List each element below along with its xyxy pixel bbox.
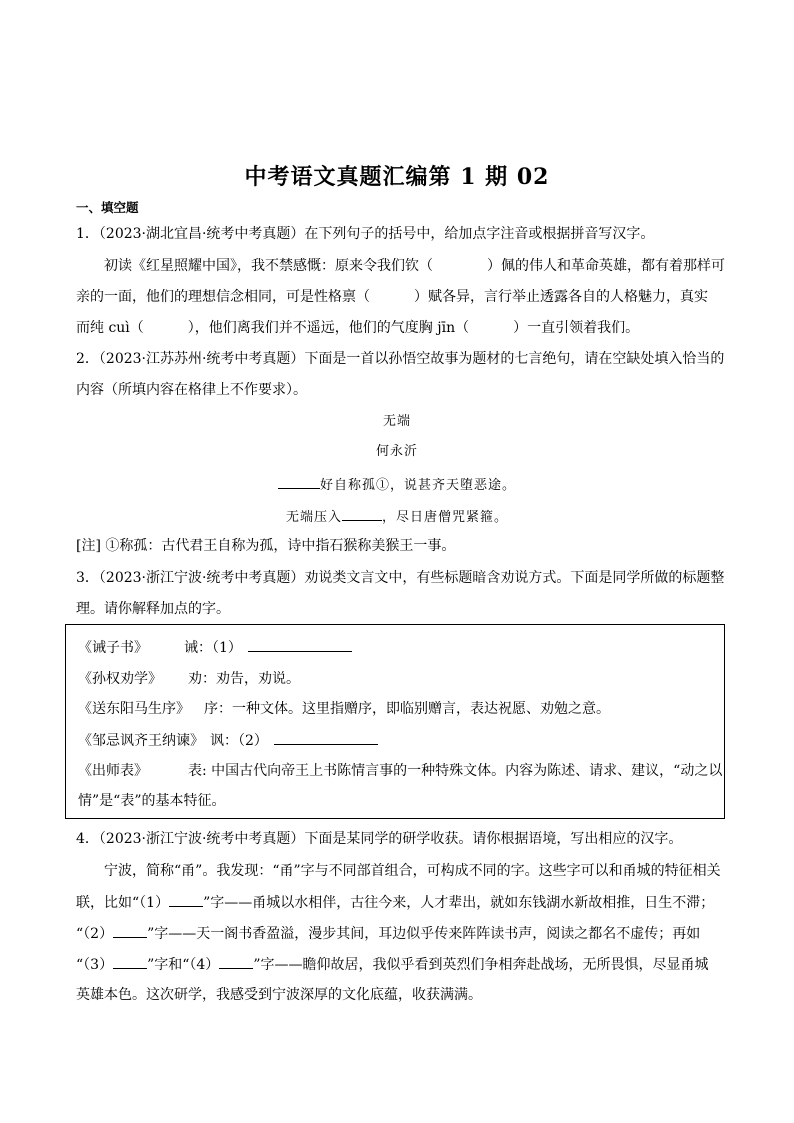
q3-row-2: 《孙权劝学》 劝：劝告，劝说。 <box>78 671 300 687</box>
q3-stem-line-1: 3．（2023·浙江宁波·统考中考真题）劝说类文言文中，有些标题暗含劝说方式。下面是同学所做的标题整 <box>76 570 725 586</box>
q1-passage-line-2: 亲的一面，他们的理想信念相同，可是性格禀（ ）赋各异，言行举止透露各自的人格魅力，真实 <box>76 289 708 305</box>
poem-line-1: 好自称孤①，说甚齐天堕恶途。 <box>0 474 794 496</box>
poem-blank-1[interactable] <box>278 474 320 489</box>
q3-answer-1-blank[interactable] <box>248 637 352 652</box>
q4-passage-line-3: “（2） ”字——天一阁书香盈溢，漫步其间，耳边似乎传来阵阵读书声，阅读之都名不虚传；再如 <box>76 923 726 944</box>
q3-row-3: 《送东阳马生序》 序：一种文体。这里指赠序，即临别赠言，表达祝愿、劝勉之意。 <box>78 701 610 717</box>
q4-blank-1[interactable] <box>169 892 203 907</box>
poem-title: 无端 <box>382 414 411 429</box>
q3-row-4: 《邹忌讽齐王纳谏》 讽：（2） <box>78 730 378 751</box>
q4-blank-4[interactable] <box>219 954 253 969</box>
poem-line-2: 无端压入 ，尽日唐僧咒紧箍。 <box>0 506 794 528</box>
q3-answer-2-blank[interactable] <box>274 730 378 745</box>
q4-passage-line-5: 英雄本色。这次研学，我感受到宁波深厚的文化底蕴，收获满满。 <box>76 987 482 1003</box>
q3-row-6: 情”是“表”的基本特征。 <box>78 793 226 809</box>
page-title: 中考语文真题汇编第 1 期 02 <box>244 164 550 190</box>
q1-passage-line-1: 初读《红星照耀中国》，我不禁感慨：原来令我们钦（ ）佩的伟人和革命英雄，都有着那样可 <box>104 258 725 274</box>
q4-blank-2[interactable] <box>113 923 147 938</box>
q3-row-1: 《诫子书》 诫：（1） <box>78 637 352 658</box>
poem-blank-2[interactable] <box>342 506 382 521</box>
q2-stem-line-1: 2．（2023·江苏苏州·统考中考真题）下面是一首以孙悟空故事为题材的七言绝句，请在空缺处填入恰当的 <box>76 351 725 367</box>
q4-passage-line-4: “（3） ”字和“（4） ”字——瞻仰故居，我似乎看到英烈们争相奔赴战场，无所畏惧，尽显甬城 <box>76 954 726 975</box>
q3-stem-line-2: 理。请你解释加点的字。 <box>76 601 230 617</box>
q2-stem-line-2: 内容（所填内容在格律上不作要求）。 <box>76 382 307 398</box>
q4-passage-line-2: 联，比如“（1） ”字——甬城以水相伴，古往今来，人才辈出，就如东钱湖水新故相推，日生不滞； <box>76 892 726 913</box>
q3-table-box <box>65 624 725 819</box>
poem-author: 何永沂 <box>375 444 418 459</box>
q1-stem: 1．（2023·湖北宜昌·统考中考真题）在下列句子的括号中，给加点字注音或根据拼音写汉字。 <box>76 226 655 242</box>
poem-note: [注] ①称孤：古代君王自称为孤，诗中指石猴称美猴王一事。 <box>76 538 456 554</box>
q4-blank-3[interactable] <box>113 954 147 969</box>
q4-passage-line-1: 宁波，简称“甬”。我发现：“甬”字与不同部首组合，可构成不同的字。这些字可以和甬城的特征相关 <box>104 863 721 879</box>
q4-stem: 4．（2023·浙江宁波·统考中考真题）下面是某同学的研学收获。请你根据语境，写出相应的汉字。 <box>76 831 683 847</box>
q1-passage-line-3: 而纯 cuì（ ），他们离我们并不遥远，他们的气度胸 jīn（ ）一直引领着我们。 <box>76 320 640 336</box>
section-heading: 一、填空题 <box>76 200 139 215</box>
q3-row-5: 《出师表》 表: 中国古代向帝王上书陈情言事的一种特殊文体。内容为陈述、请求、建议，“动之以 <box>78 763 723 779</box>
